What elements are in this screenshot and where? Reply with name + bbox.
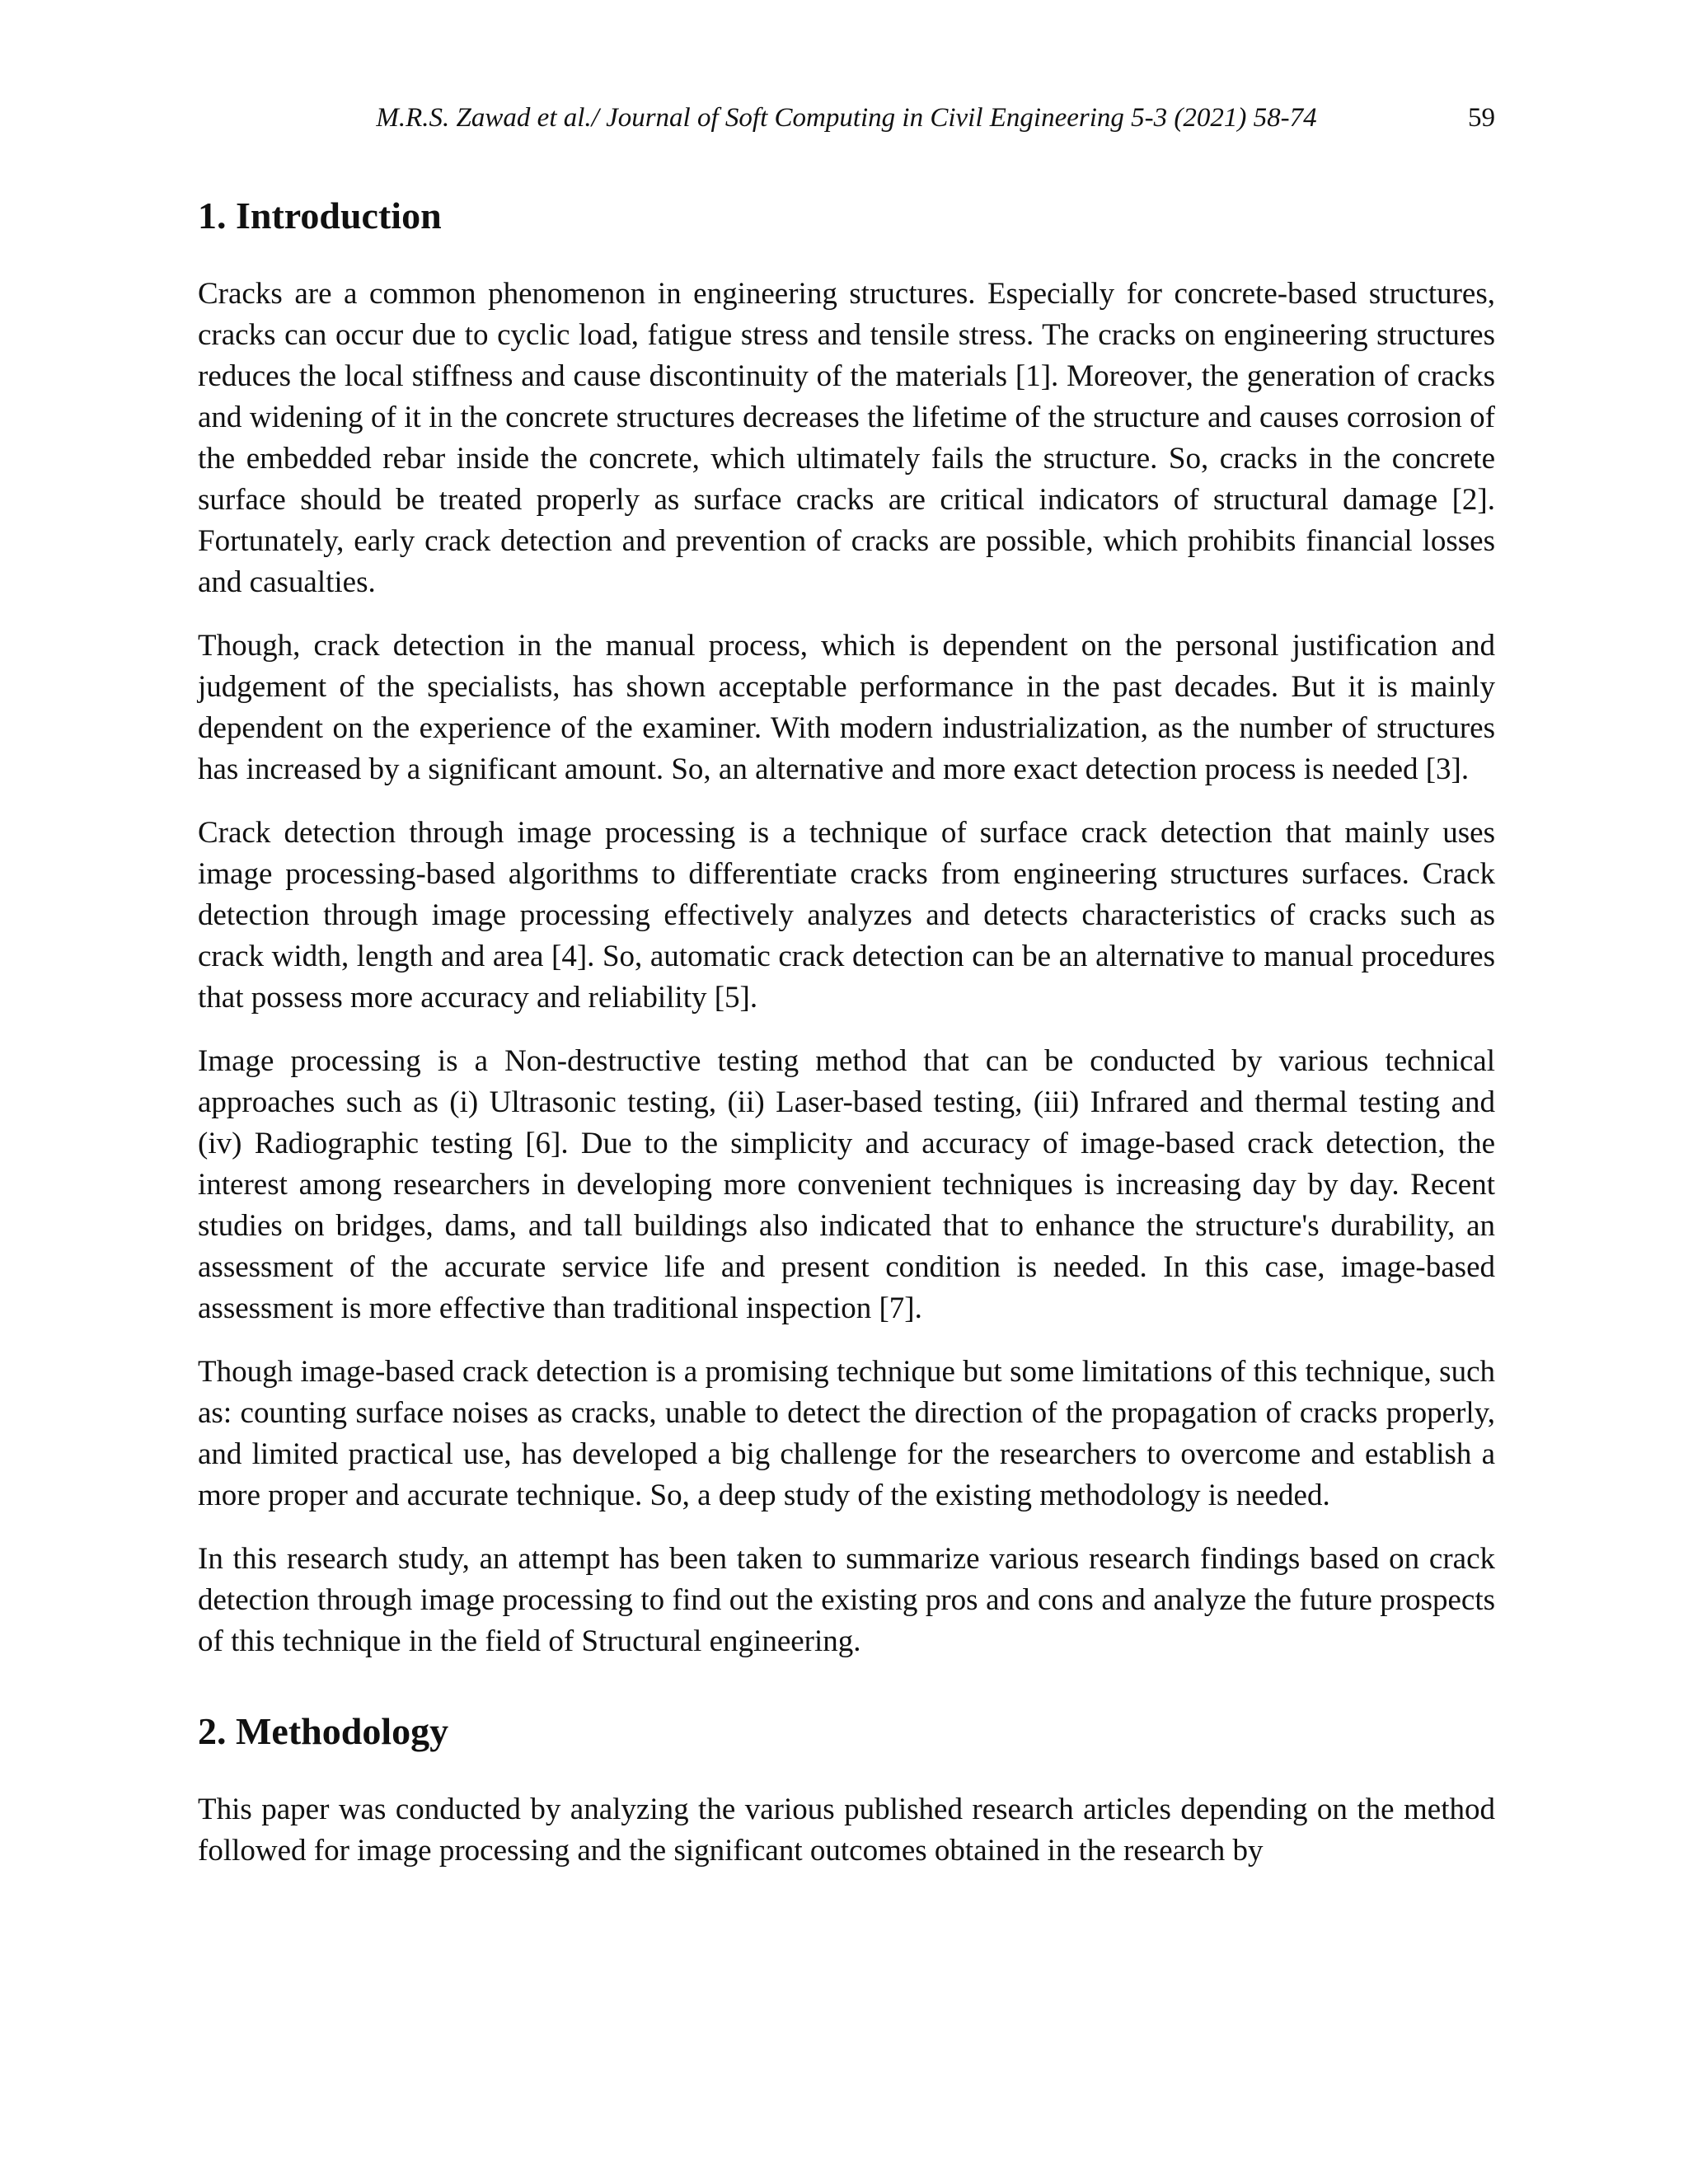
- introduction-paragraph-3: Crack detection through image processing is a technique of surface crack detection that mainly uses image processing-based algorithms to differentiate cracks from engineering structures surfaces. Crack detection through image processing effectively analyzes and detects characteristics of cracks such as crack width, length and area [4]. So, automatic crack detection can be an alternative to manual procedures that possess more accuracy and reliability [5].: [198, 816, 1495, 1015]
- page-number: 59: [1468, 103, 1495, 133]
- methodology-paragraph-1: This paper was conducted by analyzing the various published research articles depending on the method followed for image processing and the significant outcomes obtained in the research by: [198, 1793, 1495, 1868]
- introduction-paragraph-2: Though, crack detection in the manual process, which is dependent on the personal justification and judgement of the specialists, has shown acceptable performance in the past decades. But it is mainly dependent on the experience of the examiner. With modern industrialization, as the number of structures has increased by a significant amount. So, an alternative and more exact detection process is needed [3].: [198, 629, 1495, 786]
- introduction-paragraph-1: Cracks are a common phenomenon in engineering structures. Especially for concrete-based structures, cracks can occur due to cyclic load, fatigue stress and tensile stress. The cracks on engineering structures reduces the local stiffness and cause discontinuity of the materials [1]. Moreover, the generation of cracks and widening of it in the concrete structures decreases the lifetime of the structure and causes corrosion of the embedded rebar inside the concrete, which ultimately fails the structure. So, cracks in the concrete surface should be treated properly as surface cracks are critical indicators of structural damage [2]. Fortunately, early crack detection and prevention of cracks are possible, which prohibits financial losses and casualties.: [198, 277, 1495, 599]
- article-body: [198, 191, 1495, 1894]
- introduction-paragraph-5: Though image-based crack detection is a promising technique but some limitations of this technique, such as: counting surface noises as cracks, unable to detect the direction of the propagation of cracks properly, and limited practical use, has developed a big challenge for the researchers to overcome and establish a more proper and accurate technique. So, a deep study of the existing methodology is needed.: [198, 1355, 1495, 1512]
- section-heading-introduction: 1. Introduction: [198, 194, 442, 237]
- section-heading-methodology: 2. Methodology: [198, 1710, 449, 1752]
- running-header: [198, 99, 1495, 137]
- introduction-paragraph-4: Image processing is a Non-destructive testing method that can be conducted by various technical approaches such as (i) Ultrasonic testing, (ii) Laser-based testing, (iii) Infrared and thermal testing and (iv) Radiographic testing [6]. Due to the simplicity and accuracy of image-based crack detection, the interest among researchers in developing more convenient techniques is increasing day by day. Recent studies on bridges, dams, and tall buildings also indicated that to enhance the structure's durability, an assessment of the accurate service life and present condition is needed. In this case, image-based assessment is more effective than traditional inspection [7].: [198, 1044, 1495, 1325]
- introduction-paragraph-6: In this research study, an attempt has been taken to summarize various research findings based on crack detection through image processing to find out the existing pros and cons and analyze the future prospects of this technique in the field of Structural engineering.: [198, 1542, 1495, 1658]
- header-citation: M.R.S. Zawad et al./ Journal of Soft Computing in Civil Engineering 5-3 (2021) 58-74: [376, 103, 1317, 133]
